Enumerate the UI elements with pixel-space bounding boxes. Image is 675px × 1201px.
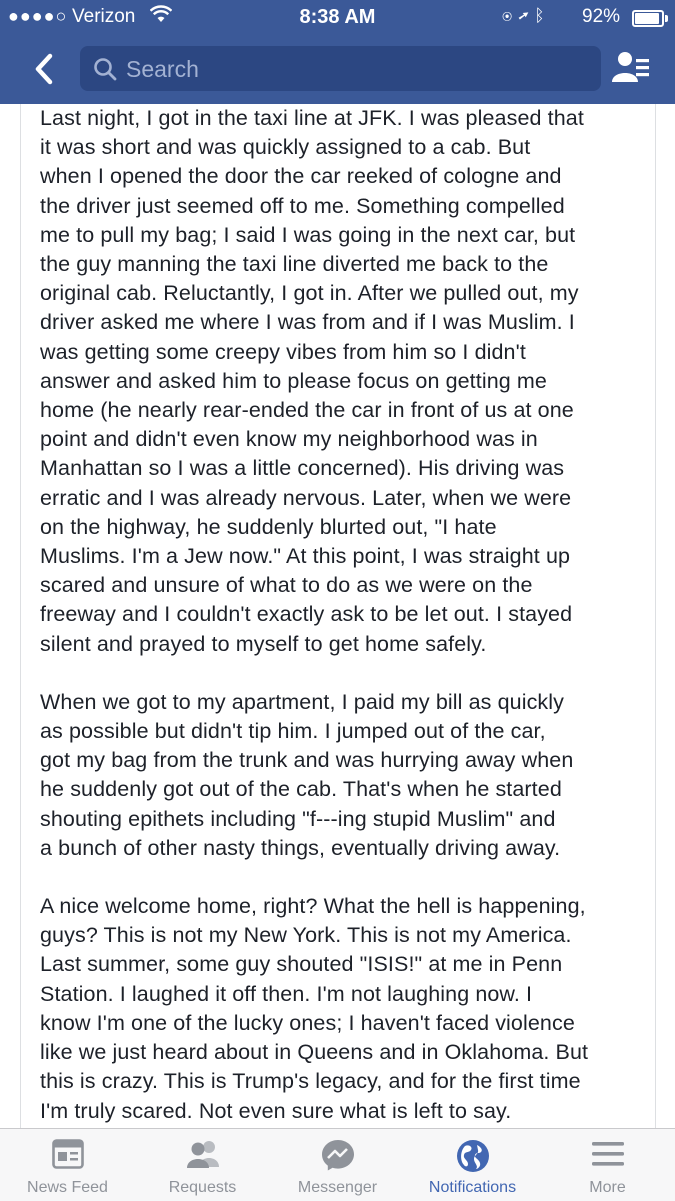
post-paragraph (40, 892, 655, 1126)
post-line: Station. I laughed it off then. I'm not laughing now. I (40, 981, 533, 1006)
tab-messenger[interactable] (270, 1129, 405, 1201)
chevron-left-icon (26, 48, 66, 90)
post-line: I'm truly scared. Not even sure what is left to say. (40, 1098, 512, 1123)
post-paragraph (40, 688, 655, 863)
carrier-name: Verizon (72, 6, 136, 27)
post-line: answer and asked him to please focus on getting me (40, 368, 547, 393)
friends-icon (184, 1139, 222, 1169)
post-line: Last summer, some guy shouted "ISIS!" at me in Penn (40, 952, 563, 977)
post-line: freeway and I couldn't exactly ask to be let out. I stayed (40, 602, 573, 627)
tab-label: More (589, 1179, 626, 1196)
post-text (21, 104, 655, 1126)
friend-requests-button[interactable] (610, 48, 652, 88)
tab-label: News Feed (27, 1179, 108, 1196)
post-line: know I'm one of the lucky ones; I haven't faced violence (40, 1010, 575, 1035)
friend-list-icon (610, 48, 652, 88)
tab-label: Requests (168, 1179, 237, 1196)
post-line: like we just heard about in Queens and in Oklahoma. But (40, 1040, 589, 1065)
post-line: Last night, I got in the taxi line at JFK. I was pleased that (40, 106, 584, 130)
battery-percent: 92% (582, 6, 621, 27)
post-line: silent and prayed to myself to get home safely. (40, 631, 487, 656)
tab-notifications[interactable] (405, 1129, 540, 1201)
post-line: scared and unsure of what to do as we were on the (40, 573, 533, 598)
post-line: on the highway, he suddenly blurted out, "I hate (40, 514, 497, 539)
status-icons (502, 6, 551, 26)
tab-label: Messenger (297, 1179, 378, 1196)
post-line: got my bag from the trunk and was hurrying away when (40, 748, 574, 773)
post-line: this is crazy. This is Trump's legacy, and for the first time (40, 1069, 581, 1094)
search-placeholder: Search (126, 56, 199, 82)
news-feed-icon (52, 1139, 84, 1169)
post-line: driver asked me where I was from and if I was Muslim. I (40, 310, 575, 335)
rotation-lock-icon: ◉ (502, 6, 519, 25)
battery-icon (632, 10, 664, 27)
signal-strength: ●●●●○ (8, 6, 68, 26)
post-line: was getting some creepy vibes from him so I didn't (40, 339, 526, 364)
post-content (20, 104, 656, 1128)
tab-news-feed[interactable] (0, 1129, 135, 1201)
back-button[interactable] (26, 48, 66, 90)
tab-label: Notifications (428, 1179, 517, 1196)
post-line: the driver just seemed off to me. Something compelled (40, 193, 565, 218)
post-line: erratic and I was already nervous. Later, when we were (40, 485, 572, 510)
clock: 8:38 AM (299, 6, 376, 28)
bottom-tab-bar (0, 1128, 675, 1201)
post-line: home (he nearly rear-ended the car in front of us at one (40, 398, 574, 423)
post-line: the guy manning the taxi line diverted me back to the (40, 252, 549, 277)
post-line: as possible but didn't tip him. I jumped out of the car, (40, 719, 546, 744)
post-line: Muslims. I'm a Jew now." At this point, I was straight up (40, 544, 571, 569)
tab-requests[interactable] (135, 1129, 270, 1201)
post-line: point and didn't even know my neighborhood was in (40, 427, 538, 452)
post-line: original cab. Reluctantly, I got in. After we pulled out, my (40, 281, 579, 306)
menu-icon (591, 1139, 625, 1169)
status-bar (0, 0, 675, 34)
post-line: Manhattan so I was a little concerned). His driving was (40, 456, 565, 481)
bluetooth-icon: ᛒ (534, 6, 551, 25)
post-line: shouting epithets including "f---ing stupid Muslim" and (40, 806, 556, 831)
search-field[interactable] (80, 46, 601, 91)
post-paragraph (40, 104, 655, 659)
tab-more[interactable] (540, 1129, 675, 1201)
post-line: When we got to my apartment, I paid my bill as quickly (40, 689, 565, 714)
top-bar (0, 0, 675, 104)
messenger-icon (321, 1139, 355, 1171)
post-line: A nice welcome home, right? What the hell is happening, (40, 894, 586, 919)
post-line: when I opened the door the car reeked of cologne and (40, 164, 562, 189)
search-icon (92, 56, 118, 82)
post-line: me to pull my bag; I said I was going in the next car, but (40, 222, 576, 247)
post-line: he suddenly got out of the cab. That's when he started (40, 777, 562, 802)
post-line: a bunch of other nasty things, eventually driving away. (40, 835, 561, 860)
location-icon: ➚ (518, 6, 535, 25)
globe-icon (456, 1139, 490, 1173)
post-line: it was short and was quickly assigned to a cab. But (40, 135, 531, 160)
post-line: guys? This is not my New York. This is not my America. (40, 923, 572, 948)
